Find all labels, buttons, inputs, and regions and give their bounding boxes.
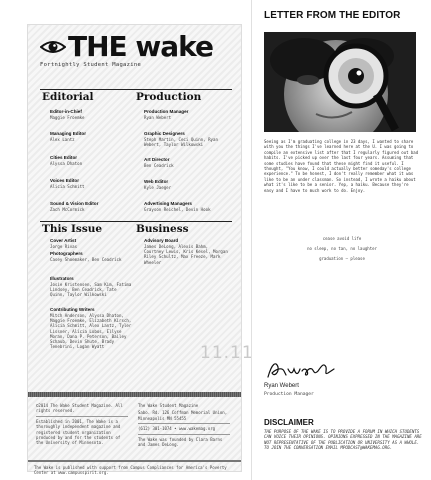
signature xyxy=(266,359,336,381)
eye-logo-icon xyxy=(40,37,66,57)
haiku-line: cease avoid life xyxy=(322,236,362,241)
role-editor-in-chief: Editor-in-Chief Maggie Froemke xyxy=(50,109,85,120)
role-sound-vision-editor: Sound & Vision Editor Zach McCormick xyxy=(50,201,99,212)
section-title-this-issue: This Issue xyxy=(42,223,103,235)
signature-role: Production Manager xyxy=(264,392,314,397)
role-contributing-writers: Contributing Writers Mitch Anderson, Alyssa Dhaton, Maggie Froemke, Elizabeth Kirsch, Alicia Schmitt, Alex Lantz, Tyler Lissner, Alicia Lobos, Ellyse Moran, Dana P. Peterson, Bailey Schaub, Devin Shute, Brady Tenebrini, Logan Wyatt xyxy=(50,307,132,350)
contact-info: The Wake Student Magazine Sabo. Rd. 126 Coffman Memorial Union, Minneapolis MN 55455 (612) 301-1074 • www.wakemag.org The Wake was founded by Clara Barns and James DeLong. xyxy=(138,403,230,449)
role-managing-editor: Managing Editor Alex Lantz xyxy=(50,131,86,142)
section-title-production: Production xyxy=(136,91,202,103)
disclaimer-title: DISCLAIMER xyxy=(264,418,314,427)
divider xyxy=(40,221,232,222)
role-photographers: Photographers Casey Shoemaker, Ben Ceadrick xyxy=(50,251,122,262)
letter-title: LETTER FROM THE EDITOR xyxy=(264,10,401,21)
masthead xyxy=(40,30,240,85)
disclaimer-text: THE PURPOSE OF THE WAKE IS TO PROVIDE A FORUM IN WHICH STUDENTS CAN VOICE THEIR OPINIONS. OPINIONS EXPRESSED IN THE MAGAZINE ARE NOT REPRESENTATIVE OF THE PUBLICATION OR UNIVERSITY AS A WHOLE. TO JOIN THE CONVERSATION EMAIL MPODCAST@WAKEMAG.ORG. xyxy=(264,429,422,451)
footnote: The Wake is published with support from Campus Compliances for America's Poverty Center at www.campusspirit.org. xyxy=(34,465,227,476)
role-illustrators: Illustrators Josie Kristensen, Sam Kim, Fatima Lindsey, Ben Ceadrick, Tate Quinn, Taylor Wilkowski xyxy=(50,276,132,298)
editor-photo xyxy=(264,32,416,132)
role-production-manager: Production Manager Ryan Webert xyxy=(144,109,189,120)
publication-info: ©2014 The Wake Student Magazine. All rights reserved. Established in 2001, The Wake is a thoroughly independent magazine and registered student organization produced by and for the students of the University of Minnesota. xyxy=(36,403,128,448)
person-with-magnifier-image xyxy=(264,32,416,132)
divider xyxy=(28,392,241,397)
divider xyxy=(40,89,232,90)
role-web-editor: Web Editor Kyle Jaeger xyxy=(144,179,172,190)
masthead-page xyxy=(27,24,254,476)
section-title-business: Business xyxy=(136,223,189,235)
divider xyxy=(28,460,241,462)
haiku-line: graduation — please xyxy=(319,256,365,261)
signature-name: Ryan Webert xyxy=(264,383,299,389)
role-voices-editor: Voices Editor Alicia Schmitt xyxy=(50,178,85,189)
role-art-director: Art Director Ben Ceadrick xyxy=(144,157,174,168)
masthead-subtitle: Fortnightly Student Magazine xyxy=(40,62,142,68)
role-advisory-board: Advisory Board James DeLong, Alexis Bahm, Courtney Lewis, Kris Kesel, Morgan Riley Schultz, Max Freeze, Mark Wheeler xyxy=(144,238,228,265)
role-cities-editor: Cities Editor Alyssa Dhaton xyxy=(50,155,83,166)
letter-body: Seeing as I'm graduating college in 23 days, I wanted to share with you the things I've learned here at the U. I was going to compile an extensive list after that I regularly figured out bad habits. I've picked up over the last four years. Assuming that some studies have found that these might find it useful. I thought, "You know, I could actually better someday's college experience." To be honest, I don't really remember what it was like to be an under classman. So instead, I wrote a haiku about what it's like to be a senior. Yep, a haiku. Because they're easy and I have to much work to do. Enjoy. xyxy=(264,139,419,193)
section-title-editorial: Editorial xyxy=(42,91,94,103)
role-advertising-managers: Advertising Managers Grayson Reichel, Devin Hook xyxy=(144,201,211,212)
logo-wordmark: THE wake xyxy=(68,30,214,63)
haiku-line: no sleep, no tan, no laughter xyxy=(307,246,377,251)
issue-date: 11.11 xyxy=(200,343,254,363)
letter-page xyxy=(251,0,431,480)
role-cover-artist: Cover Artist Jorge Rivas xyxy=(50,238,78,249)
role-graphic-designers: Graphic Designers Steph Martin, Ceci Quinn, Ryan Webert, Taylor Wilkowski xyxy=(144,131,218,148)
